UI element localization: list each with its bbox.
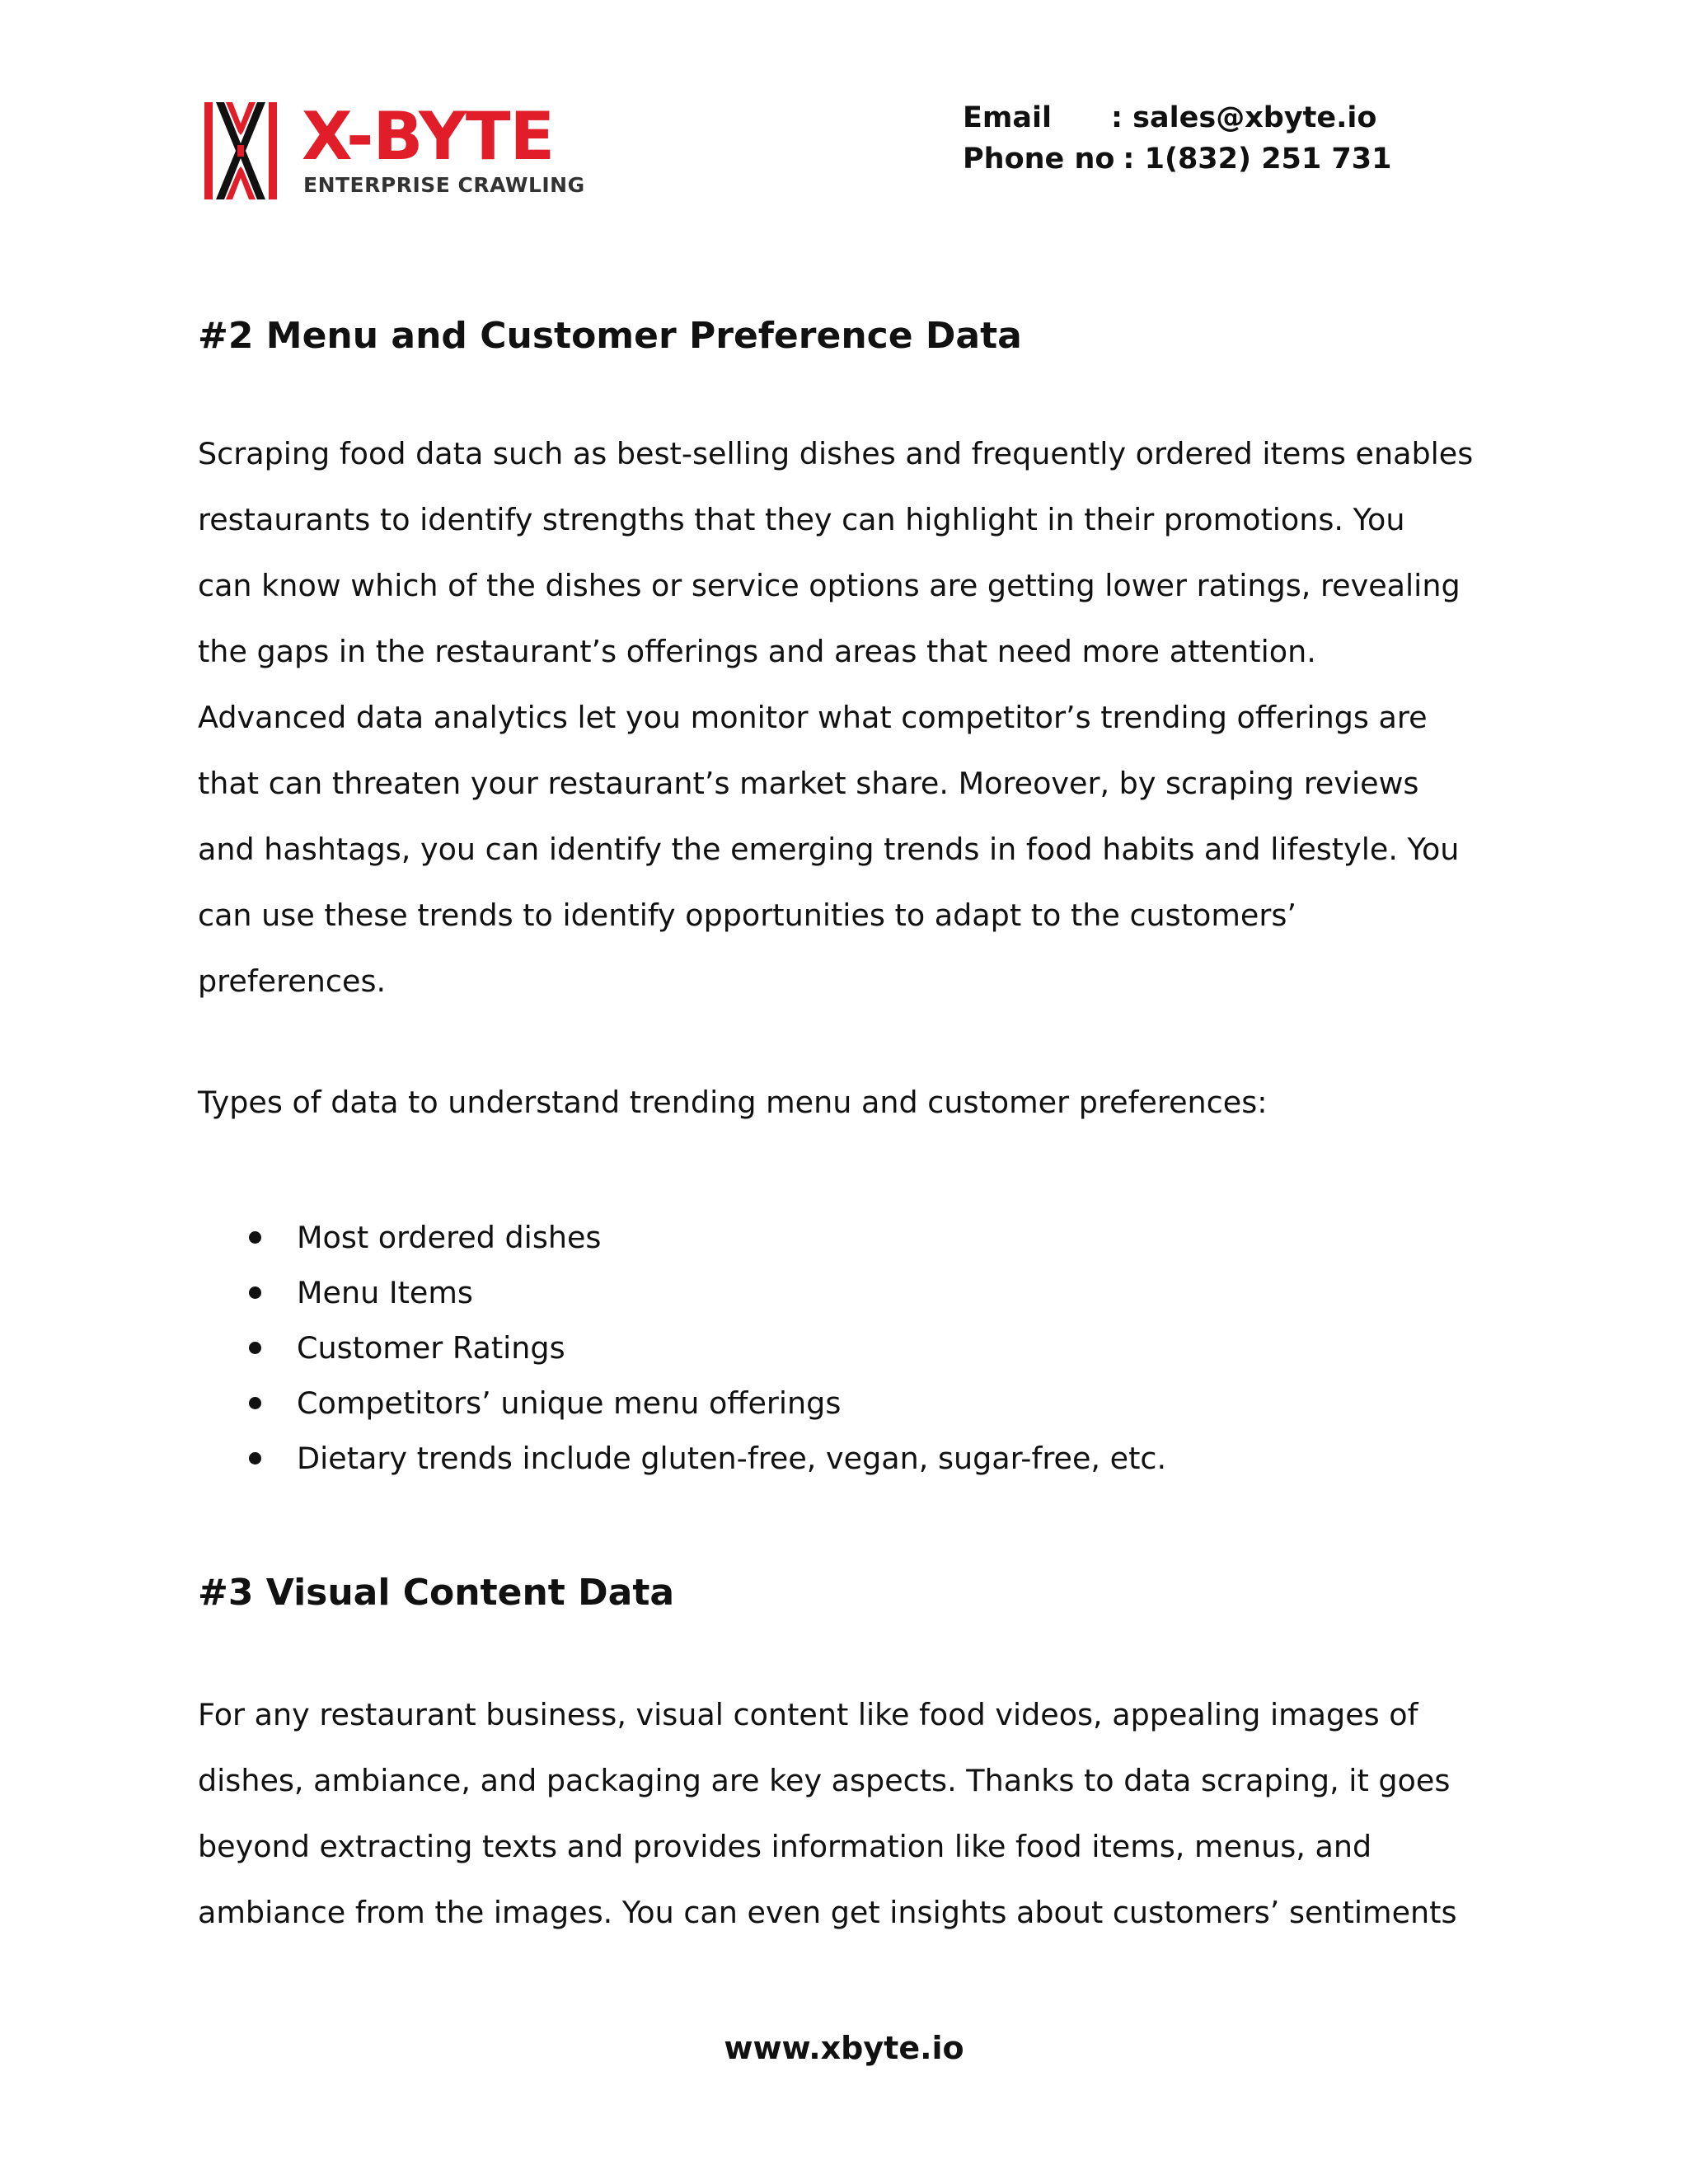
section-3-heading: #3 Visual Content Data [198,1572,675,1614]
bullet-icon [249,1231,261,1244]
list-item [198,1376,1517,1431]
list-intro: Types of data to understand trending menu and customer preferences: [198,1085,1268,1120]
list-item-text: Menu Items [297,1275,473,1310]
footer-website-link[interactable]: www.xbyte.io [724,2030,964,2066]
list-item [198,1265,1517,1320]
bullet-icon [249,1342,261,1354]
paragraph-line: Scraping food data such as best-selling dishes and frequently ordered items enables [198,436,1474,471]
list-item [198,1431,1517,1486]
data-types-list [198,1210,1517,1486]
paragraph-line: restaurants to identify strengths that they can highlight in their promotions. You [198,502,1405,537]
paragraph-line: can know which of the dishes or service options are getting lower ratings, revealing [198,568,1461,603]
list-item [198,1320,1517,1376]
phone-label: Phone no [963,143,1115,176]
email-label: Email [963,101,1052,134]
bullet-icon [249,1286,261,1299]
paragraph-line: preferences. [198,963,387,999]
list-item-text: Dietary trends include gluten-free, vegan, sugar-free, etc. [297,1441,1167,1476]
logo-title: X-BYTE [302,98,555,175]
company-logo [204,98,592,201]
list-item-text: Customer Ratings [297,1330,565,1366]
paragraph-line: that can threaten your restaurant’s market share. Moreover, by scraping reviews [198,766,1419,801]
paragraph-line: beyond extracting texts and provides information like food items, menus, and [198,1829,1372,1864]
paragraph-line: can use these trends to identify opportunities to adapt to the customers’ [198,898,1296,933]
phone-row [963,138,1392,180]
paragraph-line: the gaps in the restaurant’s offerings and areas that need more attention. [198,634,1316,669]
list-item-text: Competitors’ unique menu offerings [297,1385,842,1421]
paragraph-line: ambiance from the images. You can even get insights about customers’ sentiments [198,1895,1457,1930]
paragraph-line: dishes, ambiance, and packaging are key aspects. Thanks to data scraping, it goes [198,1763,1451,1798]
phone-value: : 1(832) 251 731 [1123,143,1392,176]
page-header [0,0,1688,231]
section-3-paragraph [198,1682,1517,1946]
logo-subtitle: ENTERPRISE CRAWLING [303,173,585,197]
email-value[interactable]: : sales@xbyte.io [1111,101,1377,134]
contact-info [963,97,1392,180]
list-item-text: Most ordered dishes [297,1220,602,1255]
paragraph-line: For any restaurant business, visual content like food videos, appealing images of [198,1697,1418,1732]
bullet-icon [249,1452,261,1465]
list-item [198,1210,1517,1265]
email-row [963,97,1392,138]
bullet-icon [249,1397,261,1409]
x-byte-logo-icon [204,102,277,199]
section-2-paragraph [198,421,1517,1015]
paragraph-line: and hashtags, you can identify the emerging trends in food habits and lifestyle. You [198,832,1460,867]
paragraph-line: Advanced data analytics let you monitor what competitor’s trending offerings are [198,700,1428,735]
section-2-heading: #2 Menu and Customer Preference Data [198,315,1022,357]
document-body [198,305,1517,1946]
